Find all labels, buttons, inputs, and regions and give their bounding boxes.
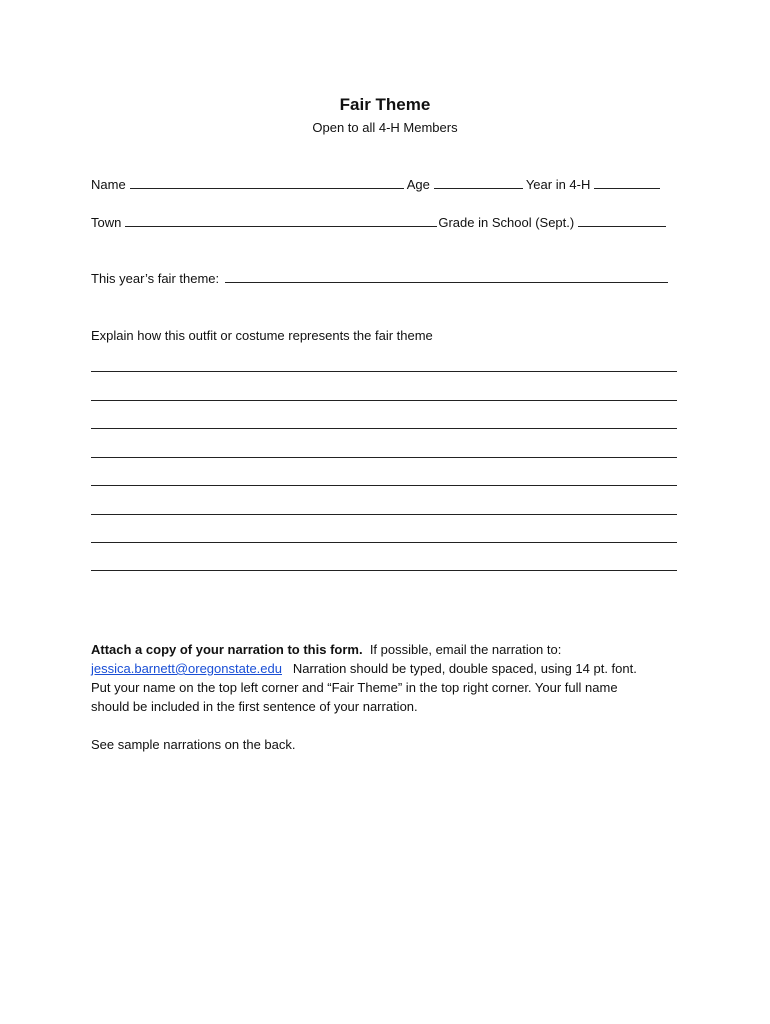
page-subtitle: Open to all 4-H Members bbox=[312, 120, 458, 135]
name-field[interactable] bbox=[130, 176, 404, 189]
age-field[interactable] bbox=[434, 176, 523, 189]
narration-format: Narration should be typed, double spaced, using 14 pt. font. bbox=[292, 661, 637, 676]
grade-label: Grade in School (Sept.) bbox=[438, 215, 575, 230]
email-intro: If possible, email the narration to: bbox=[369, 642, 562, 657]
attach-instruction: Attach a copy of your narration to this form. bbox=[91, 642, 363, 657]
grade-field[interactable] bbox=[578, 214, 666, 227]
instructions-line-4: should be included in the first sentence of your narration. bbox=[91, 699, 418, 714]
theme-label: This year’s fair theme: bbox=[91, 271, 220, 286]
name-age-year-row bbox=[91, 176, 663, 192]
name-label: Name bbox=[91, 177, 126, 192]
instructions-paragraph bbox=[91, 640, 691, 716]
answer-line[interactable] bbox=[91, 371, 677, 372]
town-field[interactable] bbox=[125, 214, 437, 227]
answer-line[interactable] bbox=[91, 514, 677, 515]
explain-prompt: Explain how this outfit or costume represents the fair theme bbox=[91, 328, 433, 343]
answer-line[interactable] bbox=[91, 485, 677, 486]
instructions-line-1 bbox=[91, 640, 691, 659]
answer-line[interactable] bbox=[91, 570, 677, 571]
answer-line[interactable] bbox=[91, 542, 677, 543]
answer-line[interactable] bbox=[91, 400, 677, 401]
town-label: Town bbox=[91, 215, 122, 230]
instructions-line-3: Put your name on the top left corner and “Fair Theme” in the top right corner. Your full name bbox=[91, 680, 618, 695]
instructions-line-2 bbox=[91, 659, 691, 678]
year-label: Year in 4-H bbox=[525, 177, 591, 192]
age-label: Age bbox=[406, 177, 430, 192]
see-sample-note: See sample narrations on the back. bbox=[91, 737, 296, 752]
theme-row bbox=[91, 270, 671, 286]
answer-line[interactable] bbox=[91, 457, 677, 458]
email-link[interactable]: jessica.barnett@oregonstate.edu bbox=[91, 661, 282, 676]
page-title: Fair Theme bbox=[339, 95, 431, 114]
town-grade-row bbox=[91, 214, 669, 230]
theme-field[interactable] bbox=[225, 270, 668, 283]
answer-line[interactable] bbox=[91, 428, 677, 429]
year-field[interactable] bbox=[594, 176, 660, 189]
